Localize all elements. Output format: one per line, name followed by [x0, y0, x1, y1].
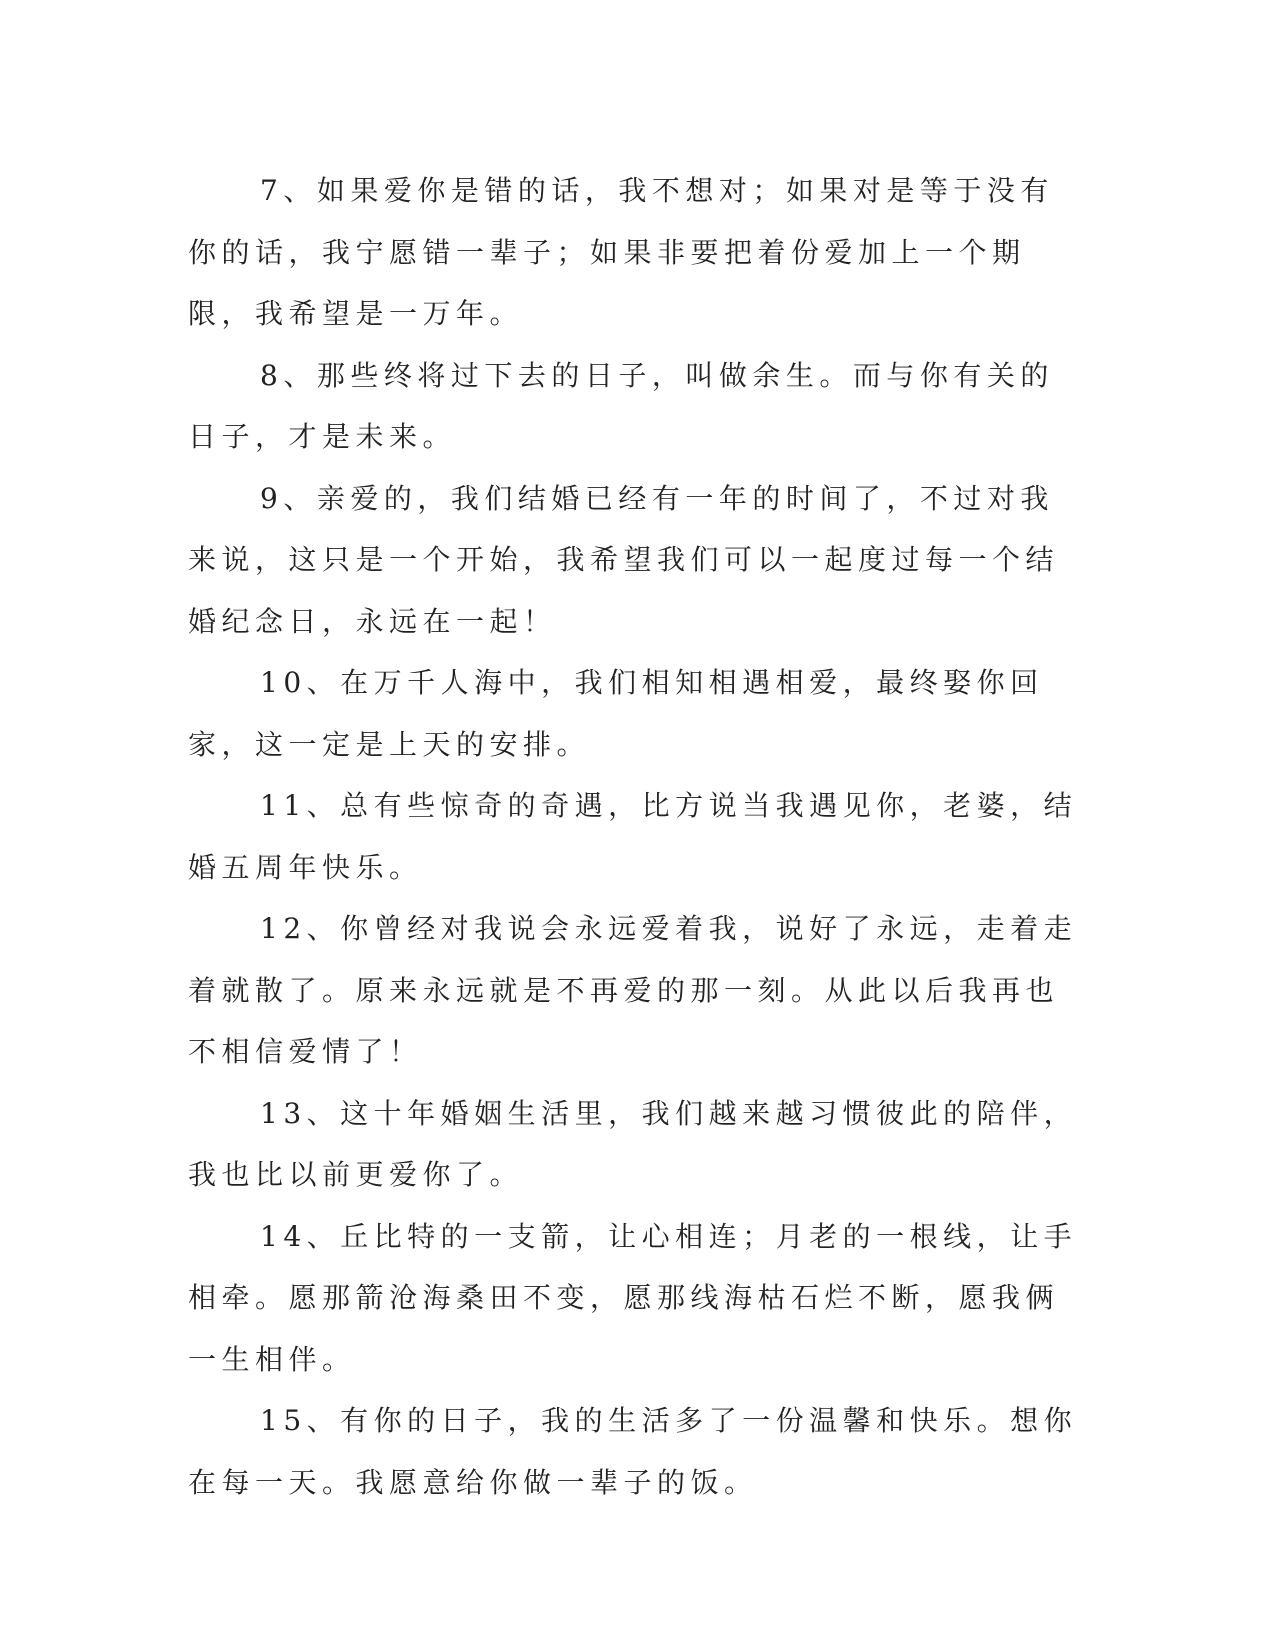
paragraph-8: 8、那些终将过下去的日子，叫做余生。而与你有关的日子，才是未来。	[188, 358, 1054, 453]
paragraph-15: 15、有你的日子，我的生活多了一份温馨和快乐。想你在每一天。我愿意给你做一辈子的饭。	[188, 1404, 1078, 1499]
paragraph-12: 12、你曾经对我说会永远爱着我，说好了永远，走着走着就散了。原来永远就是不再爱的那一刻。从此以后我再也不相信爱情了！	[188, 912, 1078, 1068]
paragraph-13: 13、这十年婚姻生活里，我们越来越习惯彼此的陪伴，我也比以前更爱你了。	[188, 1096, 1078, 1191]
paragraph-14: 14、丘比特的一支箭，让心相连；月老的一根线，让手相牵。愿那箭沧海桑田不变，愿那线海枯石烂不断，愿我俩一生相伴。	[188, 1219, 1078, 1376]
document-body	[188, 160, 1078, 1513]
paragraph-11: 11、总有些惊奇的奇遇，比方说当我遇见你，老婆，结婚五周年快乐。	[188, 789, 1078, 884]
paragraph-9: 9、亲爱的，我们结婚已经有一年的时间了，不过对我来说，这只是一个开始，我希望我们可以一起度过每一个结婚纪念日，永远在一起！	[188, 481, 1060, 638]
paragraph-7: 7、如果爱你是错的话，我不想对；如果对是等于没有你的话，我宁愿错一辈子；如果非要把着份爱加上一个期限，我希望是一万年。	[188, 174, 1054, 330]
paragraph-10: 10、在万千人海中，我们相知相遇相爱，最终娶你回家，这一定是上天的安排。	[188, 666, 1044, 761]
